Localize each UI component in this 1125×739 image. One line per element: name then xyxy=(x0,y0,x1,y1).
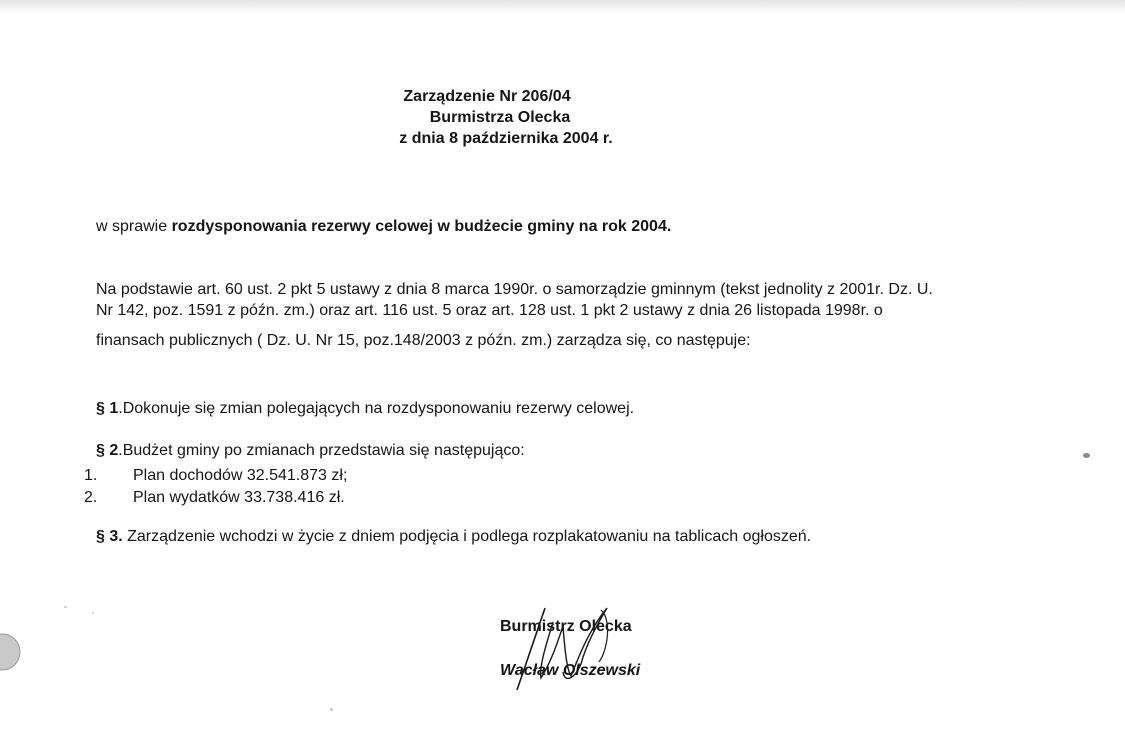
signatory-title: Burmistrz Olecka xyxy=(500,618,632,635)
section-2 xyxy=(96,442,525,460)
expenditure-plan: Plan wydatków 33.738.416 zł. xyxy=(133,489,345,506)
subject-prefix: w sprawie xyxy=(96,218,172,235)
section-2-text: .Budżet gminy po zmianach przedstawia się następująco: xyxy=(118,442,525,459)
list-item xyxy=(84,465,347,487)
scan-edge-shadow xyxy=(0,0,1125,14)
order-number: Zarządzenie Nr 206/04 xyxy=(403,88,571,105)
list-item xyxy=(84,487,347,509)
section-2-label: § 2 xyxy=(96,442,119,459)
subject-line xyxy=(96,218,671,236)
section-3-label: § 3. xyxy=(96,528,123,545)
section-1 xyxy=(96,400,634,418)
subject-title: rozdysponowania rezerwy celowej w budżecie gminy na rok 2004. xyxy=(171,218,672,235)
revenue-plan: Plan dochodów 32.541.873 zł; xyxy=(133,467,348,484)
legal-basis xyxy=(96,279,1096,351)
scan-speck xyxy=(330,708,333,711)
scan-speck xyxy=(64,606,67,608)
order-date: z dnia 8 października 2004 r. xyxy=(399,130,613,147)
section-1-text: .Dokonuje się zmian polegających na rozdysponowaniu rezerwy celowej. xyxy=(118,400,635,417)
punch-hole xyxy=(0,632,22,672)
section-3-text: Zarządzenie wchodzi w życie z dniem podjęcia i podlega rozplakatowaniu na tablicach ogłoszeń. xyxy=(122,528,812,545)
list-item-number: 2. xyxy=(84,489,98,506)
legal-basis-line: Na podstawie art. 60 ust. 2 pkt 5 ustawy z dnia 8 marca 1990r. o samorządzie gminnym (tekst jednolity z 2001r. Dz. U. xyxy=(96,281,933,298)
section-3 xyxy=(96,528,811,546)
list-item-number: 1. xyxy=(84,467,98,484)
signatory-name: Wacław Olszewski xyxy=(500,662,641,679)
legal-basis-line: Nr 142, poz. 1591 z późn. zm.) oraz art. 116 ust. 5 oraz art. 128 ust. 1 pkt 2 ustawy z dnia 26 listopada 1998r. o xyxy=(96,302,883,319)
handwritten-signature xyxy=(505,578,625,698)
scan-speck xyxy=(92,612,94,614)
issuer: Burmistrza Olecka xyxy=(429,109,571,126)
section-1-label: § 1 xyxy=(96,400,119,417)
budget-list xyxy=(84,465,347,509)
scan-dot xyxy=(1083,453,1090,458)
document-header xyxy=(330,86,670,149)
legal-basis-line: finansach publicznych ( Dz. U. Nr 15, poz.148/2003 z późn. zm.) zarządza się, co następuje: xyxy=(96,332,751,349)
